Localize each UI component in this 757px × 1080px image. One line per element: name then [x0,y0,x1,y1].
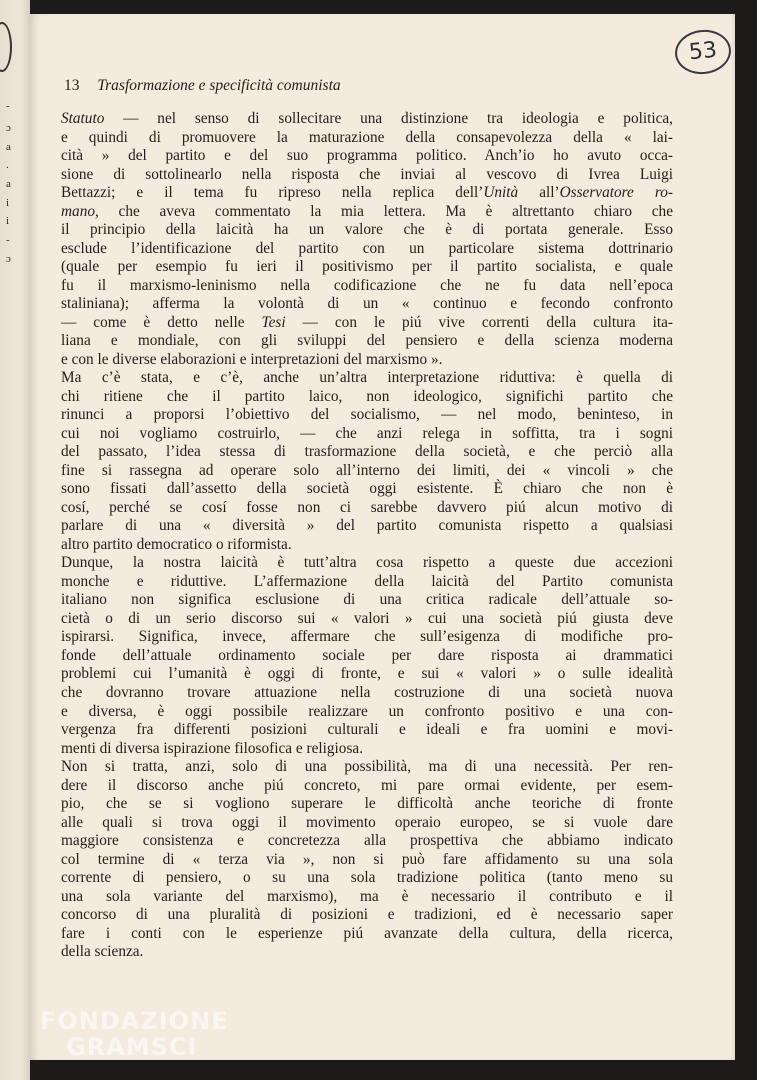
page-number: 13 [64,77,80,94]
text-line: menti di diversa ispirazione filosofica e religiosa. [61,739,364,757]
text-line: vergenza fra differenti posizioni culturali e ideali e fra uomini e movi- [61,721,673,739]
text-line: e diversa, è oggi possibile realizzare un confronto positivo e una con- [61,702,673,720]
text-line: maggiore consistenza e concretezza alla prospettiva che abbiamo indicato [61,832,673,850]
previous-page-fragment: ɔ [6,253,11,265]
previous-page-fragment: - [6,234,10,246]
text-line: alle quali si trova oggi il movimento operaio europeo, se si vuole dare [61,813,673,831]
previous-page-stamp-arc [0,22,12,72]
text-line: staliniana); afferma la volontà di un « continuo e fecondo confronto [61,295,673,313]
text-line: della scienza. [61,943,144,961]
text-line: esclude l’identificazione del partito con un particolare sistema dottrinario [61,239,673,257]
text-line: liana e mondiale, con gli sviluppi del pensiero e della scienza moderna [61,332,673,350]
text-line: ispirarsi. Significa, invece, affermare che sull’esigenza di modifiche pro- [61,628,673,646]
chapter-title: Trasformazione e specificità comunista [97,77,341,94]
text-line: dere il discorso anche piú concreto, mi pare ormai evidente, per esem- [61,776,673,794]
running-head [64,77,341,95]
previous-page-edge [0,0,30,1080]
text-line: altro partito democratico o riformista. [61,535,292,553]
text-line: e con le diverse elaborazioni e interpretazioni del marxismo ». [61,350,443,368]
text-line: pio, che se si vogliono superare le difficoltà anche teoriche di fronte [61,795,673,813]
text-line: Non si tratta, anzi, solo di una possibilità, ma di una necessità. Per ren- [61,758,673,776]
previous-page-fragment: a [6,141,11,153]
text-line: monche e riduttive. L’affermazione della laicità del Partito comunista [61,572,673,590]
text-line: e quindi di promuovere la maturazione della consapevolezza della « lai- [61,128,673,146]
previous-page-fragment: i [6,215,10,227]
text-line: fonde dell’attuale ordinamento sociale per dare risposta ai drammatici [61,646,673,664]
text-line: del passato, l’idea stessa di trasformazione della società, e che perciò alla [61,443,673,461]
text-line: cui noi vogliamo costruirlo, — che anzi relega in soffitta, tra i sogni [61,424,673,442]
text-line: il principio della laicità ha un valore che è di portata generale. Esso [61,221,673,239]
text-line: italiano non significa esclusione di una critica radicale dell’attuale so- [61,591,673,609]
text-line: cità » del partito e del suo programma politico. Anch’io ho avuto occa- [61,147,673,165]
text-line: chi ritiene che il partito laico, non ideologico, significhi partito che [61,387,673,405]
text-line: fare i conti con le esperienze piú avanzate della cultura, della ricerca, [61,924,673,942]
text-line: Ma c’è stata, e c’è, anche un’altra interpretazione riduttiva: è quella di [61,369,673,387]
text-line: — come è detto nelle Tesi — con le piú vive correnti della cultura ita- [61,313,673,331]
text-line: (quale per esempio fu ieri il positivismo per il partito socialista, e quale [61,258,673,276]
text-line: che dovranno trovare attuazione nella costruzione di una società nuova [61,683,673,701]
watermark-line-2: GRAMSCI [66,1033,198,1061]
text-line: Dunque, la nostra laicità è tutt’altra cosa rispetto a queste due accezioni [61,554,673,572]
text-line: sione di sottolinearlo nella risposta che inviai al vescovo di Ivrea Luigi [61,165,673,183]
text-line: mano, che aveva commentato la mia lettera. Ma è altrettanto chiaro che [61,202,673,220]
body-text [61,110,673,962]
text-line: Bettazzi; e il tema fu ripreso nella replica dell’Unità all’Osservatore ro- [61,184,673,202]
archive-watermark [40,1008,229,1060]
handwritten-page-number-stamp: 53 [673,27,733,77]
text-line: sono fissati dall’assetto della società oggi esistente. È chiaro che non è [61,480,673,498]
previous-page-fragment: . [6,159,9,171]
text-line: cosí, perché se cosí fosse non ci sarebbe davvero piú alcun motivo di [61,498,673,516]
watermark-line-1: FONDAZIONE [40,1007,229,1035]
text-line: fine si rassegna ad operare solo all’interno dei limiti, dei « vincoli » che [61,461,673,479]
text-line: corrente di pensiero, o su una sola tradizione politica (tanto meno su [61,869,673,887]
book-page [30,14,735,1060]
previous-page-fragment: i [6,197,10,209]
text-line: cietà o di un serio discorso sui « valori » cui una società piú giusta deve [61,609,673,627]
text-line: una sola variante del marxismo), ma è necessario il contributo e il [61,887,673,905]
previous-page-fragment: - [6,100,10,112]
text-line: col termine di « terza via », non si può fare affidamento su una sola [61,850,673,868]
text-line: rinunci a proporsi l’obiettivo del socialismo, — nel modo, beninteso, in [61,406,673,424]
text-line: parlare di una « diversità » del partito comunista rispetto a qualsiasi [61,517,673,535]
text-line: problemi cui l’umanità è oggi di fronte, e sui « valori » o sulle idealità [61,665,673,683]
text-line: Statuto — nel senso di sollecitare una distinzione tra ideologia e politica, [61,110,673,127]
previous-page-fragment: a [6,178,11,190]
previous-page-fragment: ɔ [6,122,11,134]
text-line: concorso di una pluralità di posizioni e tradizioni, ed è necessario saper [61,906,673,924]
text-line: fu il marxismo-leninismo nella codificazione che ne fu data nell’epoca [61,276,673,294]
